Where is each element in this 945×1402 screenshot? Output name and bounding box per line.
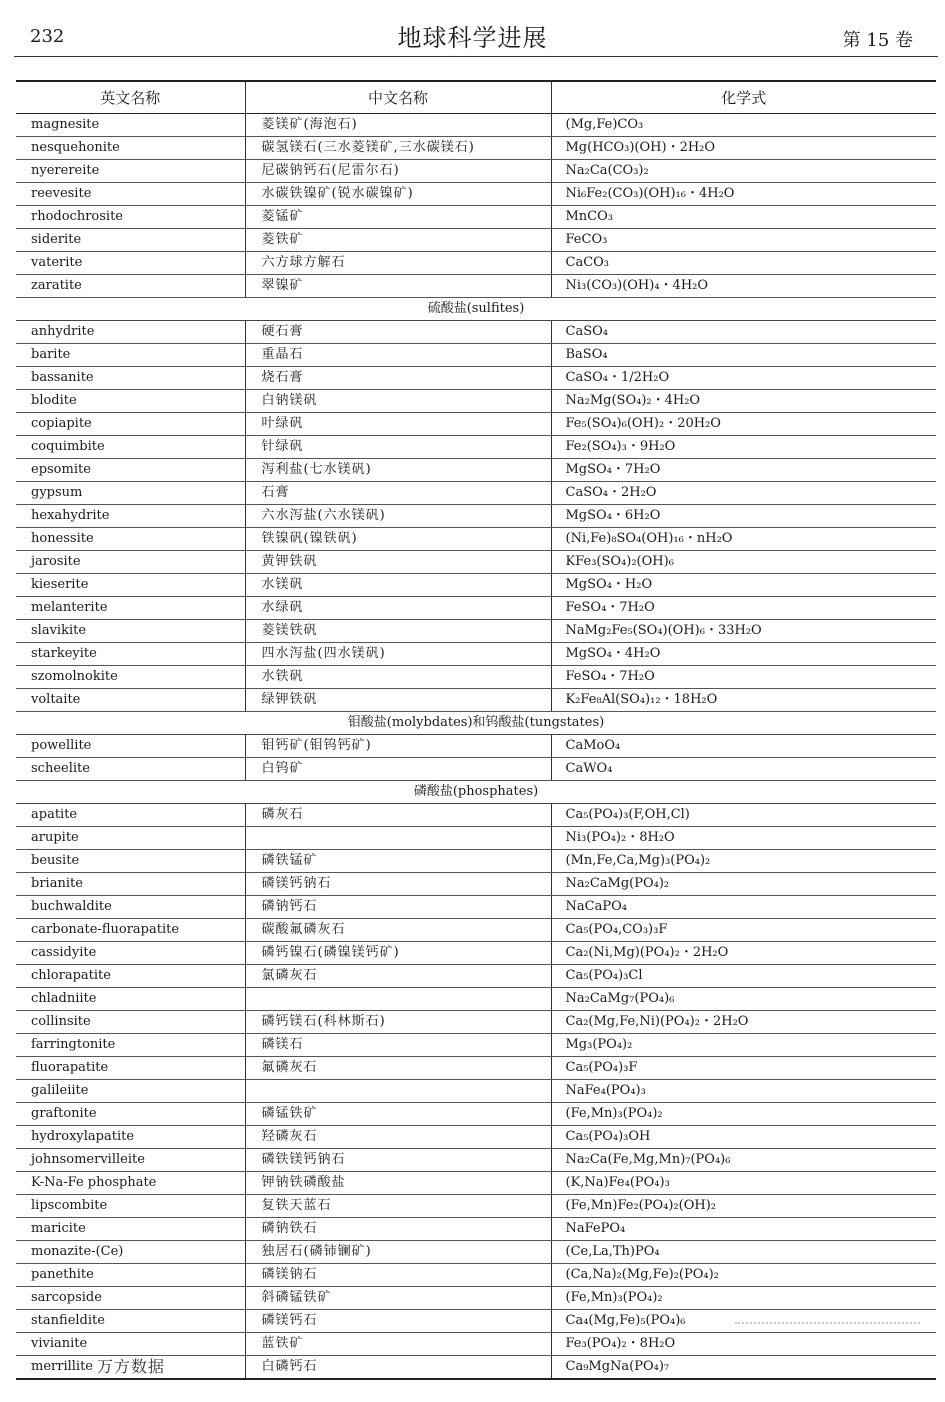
english-name-cell: barite	[16, 344, 245, 367]
chinese-name-cell: 氯磷灰石	[245, 965, 551, 988]
chinese-name-cell: 菱锰矿	[245, 206, 551, 229]
table-row	[16, 275, 936, 298]
table-row	[16, 574, 936, 597]
table-row	[16, 988, 936, 1011]
english-name-cell: vaterite	[16, 252, 245, 275]
column-header-chinese: 中文名称	[245, 81, 551, 114]
english-name-cell: apatite	[16, 804, 245, 827]
chinese-name-cell: 磷钙镍石(磷镍镁钙矿)	[245, 942, 551, 965]
table-row	[16, 321, 936, 344]
formula-cell: FeSO₄・7H₂O	[551, 597, 936, 620]
english-name-cell: honessite	[16, 528, 245, 551]
english-name-cell: vivianite	[16, 1333, 245, 1356]
chinese-name-cell: 磷钙镁石(科林斯石)	[245, 1011, 551, 1034]
header-rule	[14, 56, 938, 57]
table-row	[16, 1287, 936, 1310]
chinese-name-cell: 独居石(磷铈镧矿)	[245, 1241, 551, 1264]
chinese-name-cell: 磷钠铁石	[245, 1218, 551, 1241]
table-row	[16, 896, 936, 919]
formula-cell: (Fe,Mn)₃(PO₄)₂	[551, 1287, 936, 1310]
formula-cell: (Ce,La,Th)PO₄	[551, 1241, 936, 1264]
chinese-name-cell: 磷铁锰矿	[245, 850, 551, 873]
formula-cell: Ca₅(PO₄)₃F	[551, 1057, 936, 1080]
english-name-cell: sarcopside	[16, 1287, 245, 1310]
formula-cell: Ca₅(PO₄)₃OH	[551, 1126, 936, 1149]
formula-cell: MgSO₄・6H₂O	[551, 505, 936, 528]
english-name-cell: lipscombite	[16, 1195, 245, 1218]
english-name-cell: nesquehonite	[16, 137, 245, 160]
formula-cell: Ca₄(Mg,Fe)₅(PO₄)₆	[551, 1310, 936, 1333]
section-row	[16, 298, 936, 321]
chinese-name-cell: 水绿矾	[245, 597, 551, 620]
table-row	[16, 1241, 936, 1264]
chinese-name-cell: 水镁矾	[245, 574, 551, 597]
chinese-name-cell: 白钨矿	[245, 758, 551, 781]
english-name-cell: jarosite	[16, 551, 245, 574]
table-row	[16, 873, 936, 896]
table-row	[16, 1264, 936, 1287]
formula-cell: NaFe₄(PO₄)₃	[551, 1080, 936, 1103]
scan-artifact	[735, 1322, 920, 1334]
english-name-cell: stanfieldite	[16, 1310, 245, 1333]
table-row	[16, 367, 936, 390]
english-name-cell: chlorapatite	[16, 965, 245, 988]
table-row	[16, 528, 936, 551]
table-row	[16, 413, 936, 436]
chinese-name-cell: 铁镍矾(镍铁矾)	[245, 528, 551, 551]
english-name-cell: magnesite	[16, 114, 245, 137]
formula-cell: Na₂CaMg₇(PO₄)₆	[551, 988, 936, 1011]
formula-cell: MgSO₄・4H₂O	[551, 643, 936, 666]
formula-cell: (Fe,Mn)₃(PO₄)₂	[551, 1103, 936, 1126]
formula-cell: Na₂Ca(CO₃)₂	[551, 160, 936, 183]
table-row	[16, 827, 936, 850]
english-name-cell: bassanite	[16, 367, 245, 390]
english-name-cell: monazite-(Ce)	[16, 1241, 245, 1264]
english-name-cell: merrillite	[16, 1356, 245, 1380]
chinese-name-cell: 碳氢镁石(三水菱镁矿,三水碳镁石)	[245, 137, 551, 160]
section-title: 硫酸盐(sulfites)	[16, 298, 936, 321]
table-row	[16, 666, 936, 689]
chinese-name-cell: 磷锰铁矿	[245, 1103, 551, 1126]
english-name-cell: powellite	[16, 735, 245, 758]
chinese-name-cell: 泻利盐(七水镁矾)	[245, 459, 551, 482]
english-name-cell: carbonate-fluorapatite	[16, 919, 245, 942]
english-name-cell: collinsite	[16, 1011, 245, 1034]
table-row	[16, 942, 936, 965]
chinese-name-cell: 磷铁镁钙钠石	[245, 1149, 551, 1172]
formula-cell: (K,Na)Fe₄(PO₄)₃	[551, 1172, 936, 1195]
table-row	[16, 1057, 936, 1080]
chinese-name-cell: 磷镁石	[245, 1034, 551, 1057]
table-row	[16, 758, 936, 781]
chinese-name-cell	[245, 1080, 551, 1103]
formula-cell: NaFePO₄	[551, 1218, 936, 1241]
table-header-row	[16, 81, 936, 114]
table-body	[16, 114, 936, 1380]
chinese-name-cell: 烧石膏	[245, 367, 551, 390]
chinese-name-cell: 钼钙矿(钼钨钙矿)	[245, 735, 551, 758]
formula-cell: K₂Fe₈Al(SO₄)₁₂・18H₂O	[551, 689, 936, 712]
table-row	[16, 1011, 936, 1034]
table-row	[16, 137, 936, 160]
english-name-cell: gypsum	[16, 482, 245, 505]
english-name-cell: szomolnokite	[16, 666, 245, 689]
english-name-cell: coquimbite	[16, 436, 245, 459]
formula-cell: Ca₅(PO₄)₃Cl	[551, 965, 936, 988]
english-name-cell: voltaite	[16, 689, 245, 712]
formula-cell: MnCO₃	[551, 206, 936, 229]
table-row	[16, 114, 936, 137]
chinese-name-cell: 硬石膏	[245, 321, 551, 344]
chinese-name-cell: 磷镁钙石	[245, 1310, 551, 1333]
english-name-cell: scheelite	[16, 758, 245, 781]
formula-cell: CaWO₄	[551, 758, 936, 781]
english-name-cell: kieserite	[16, 574, 245, 597]
chinese-name-cell: 蓝铁矿	[245, 1333, 551, 1356]
chinese-name-cell: 针绿矾	[245, 436, 551, 459]
chinese-name-cell: 磷钠钙石	[245, 896, 551, 919]
chinese-name-cell: 翠镍矿	[245, 275, 551, 298]
table-row	[16, 1333, 936, 1356]
chinese-name-cell: 羟磷灰石	[245, 1126, 551, 1149]
table-row	[16, 1080, 936, 1103]
formula-cell: Ca₉MgNa(PO₄)₇	[551, 1356, 936, 1380]
english-name-cell: buchwaldite	[16, 896, 245, 919]
english-name-cell: rhodochrosite	[16, 206, 245, 229]
formula-cell: (Fe,Mn)Fe₂(PO₄)₂(OH)₂	[551, 1195, 936, 1218]
chinese-name-cell: 四水泻盐(四水镁矾)	[245, 643, 551, 666]
formula-cell: Na₂Ca(Fe,Mg,Mn)₇(PO₄)₆	[551, 1149, 936, 1172]
formula-cell: Fe₃(PO₄)₂・8H₂O	[551, 1333, 936, 1356]
table-row	[16, 850, 936, 873]
formula-cell: CaSO₄	[551, 321, 936, 344]
formula-cell: FeCO₃	[551, 229, 936, 252]
formula-cell: Mg₃(PO₄)₂	[551, 1034, 936, 1057]
formula-cell: BaSO₄	[551, 344, 936, 367]
section-title: 钼酸盐(molybdates)和钨酸盐(tungstates)	[16, 712, 936, 735]
table-row	[16, 1172, 936, 1195]
table-row	[16, 1218, 936, 1241]
page-header	[0, 0, 945, 56]
english-name-cell: cassidyite	[16, 942, 245, 965]
formula-cell: CaSO₄・2H₂O	[551, 482, 936, 505]
english-name-cell: galileiite	[16, 1080, 245, 1103]
formula-cell: (Mg,Fe)CO₃	[551, 114, 936, 137]
english-name-cell: slavikite	[16, 620, 245, 643]
formula-cell: KFe₃(SO₄)₂(OH)₆	[551, 551, 936, 574]
table-row	[16, 482, 936, 505]
chinese-name-cell: 磷灰石	[245, 804, 551, 827]
chinese-name-cell: 碳酸氟磷灰石	[245, 919, 551, 942]
english-name-cell: brianite	[16, 873, 245, 896]
english-name-cell: fluorapatite	[16, 1057, 245, 1080]
english-name-cell: melanterite	[16, 597, 245, 620]
table-row	[16, 505, 936, 528]
chinese-name-cell: 复铁天蓝石	[245, 1195, 551, 1218]
formula-cell: Ni₆Fe₂(CO₃)(OH)₁₆・4H₂O	[551, 183, 936, 206]
english-name-cell: blodite	[16, 390, 245, 413]
english-name-cell: zaratite	[16, 275, 245, 298]
formula-cell: Na₂Mg(SO₄)₂・4H₂O	[551, 390, 936, 413]
table-row	[16, 804, 936, 827]
chinese-name-cell: 黄钾铁矾	[245, 551, 551, 574]
chinese-name-cell: 白钠镁矾	[245, 390, 551, 413]
column-header-english: 英文名称	[16, 81, 245, 114]
formula-cell: Ca₅(PO₄,CO₃)₃F	[551, 919, 936, 942]
section-row	[16, 781, 936, 804]
chinese-name-cell: 磷镁钙钠石	[245, 873, 551, 896]
formula-cell: (Ca,Na)₂(Mg,Fe)₂(PO₄)₂	[551, 1264, 936, 1287]
formula-cell: (Ni,Fe)₈SO₄(OH)₁₆・nH₂O	[551, 528, 936, 551]
chinese-name-cell: 叶绿矾	[245, 413, 551, 436]
formula-cell: Mg(HCO₃)(OH)・2H₂O	[551, 137, 936, 160]
english-name-cell: siderite	[16, 229, 245, 252]
english-name-cell: chladniite	[16, 988, 245, 1011]
formula-cell: Ni₃(PO₄)₂・8H₂O	[551, 827, 936, 850]
table-row	[16, 597, 936, 620]
chinese-name-cell: 菱铁矿	[245, 229, 551, 252]
english-name-cell: hydroxylapatite	[16, 1126, 245, 1149]
formula-cell: MgSO₄・7H₂O	[551, 459, 936, 482]
volume-label: 第 15 卷	[842, 30, 913, 51]
english-name-cell: graftonite	[16, 1103, 245, 1126]
english-name-cell: reevesite	[16, 183, 245, 206]
chinese-name-cell: 水碳铁镍矿(锐水碳镍矿)	[245, 183, 551, 206]
english-name-cell: K-Na-Fe phosphate	[16, 1172, 245, 1195]
formula-cell: (Mn,Fe,Ca,Mg)₃(PO₄)₂	[551, 850, 936, 873]
table-row	[16, 1034, 936, 1057]
table-row	[16, 643, 936, 666]
chinese-name-cell: 斜磷锰铁矿	[245, 1287, 551, 1310]
formula-cell: Fe₅(SO₄)₆(OH)₂・20H₂O	[551, 413, 936, 436]
journal-title: 地球科学进展	[397, 24, 548, 52]
english-name-cell: nyerereite	[16, 160, 245, 183]
formula-cell: NaMg₂Fe₅(SO₄)(OH)₆・33H₂O	[551, 620, 936, 643]
table-row	[16, 459, 936, 482]
column-header-formula: 化学式	[551, 81, 936, 114]
formula-cell: CaMoO₄	[551, 735, 936, 758]
table-row	[16, 206, 936, 229]
chinese-name-cell: 尼碳钠钙石(尼雷尔石)	[245, 160, 551, 183]
chinese-name-cell: 菱镁矿(海泡石)	[245, 114, 551, 137]
english-name-cell: hexahydrite	[16, 505, 245, 528]
table-row	[16, 1126, 936, 1149]
table-row	[16, 620, 936, 643]
table-row	[16, 551, 936, 574]
english-name-cell: farringtonite	[16, 1034, 245, 1057]
formula-cell: Ca₂(Ni,Mg)(PO₄)₂・2H₂O	[551, 942, 936, 965]
chinese-name-cell	[245, 827, 551, 850]
table-row	[16, 436, 936, 459]
table-row	[16, 390, 936, 413]
formula-cell: CaSO₄・1/2H₂O	[551, 367, 936, 390]
table-row	[16, 160, 936, 183]
english-name-cell: maricite	[16, 1218, 245, 1241]
watermark: 万方数据	[97, 1357, 166, 1376]
english-name-cell: epsomite	[16, 459, 245, 482]
table-row	[16, 965, 936, 988]
table-row	[16, 252, 936, 275]
chinese-name-cell: 磷镁钠石	[245, 1264, 551, 1287]
table-row	[16, 689, 936, 712]
table-row	[16, 1149, 936, 1172]
chinese-name-cell	[245, 988, 551, 1011]
formula-cell: MgSO₄・H₂O	[551, 574, 936, 597]
english-name-cell: panethite	[16, 1264, 245, 1287]
chinese-name-cell: 钾钠铁磷酸盐	[245, 1172, 551, 1195]
table-row	[16, 1103, 936, 1126]
english-name-cell: beusite	[16, 850, 245, 873]
english-name-cell: anhydrite	[16, 321, 245, 344]
chinese-name-cell: 重晶石	[245, 344, 551, 367]
chinese-name-cell: 菱镁铁矾	[245, 620, 551, 643]
table-row	[16, 344, 936, 367]
chinese-name-cell: 石膏	[245, 482, 551, 505]
formula-cell: Ca₅(PO₄)₃(F,OH,Cl)	[551, 804, 936, 827]
formula-cell: NaCaPO₄	[551, 896, 936, 919]
formula-cell: Na₂CaMg(PO₄)₂	[551, 873, 936, 896]
chinese-name-cell: 白磷钙石	[245, 1356, 551, 1380]
english-name-cell: copiapite	[16, 413, 245, 436]
formula-cell: Fe₂(SO₄)₃・9H₂O	[551, 436, 936, 459]
page-number: 232	[30, 26, 65, 47]
english-name-cell: starkeyite	[16, 643, 245, 666]
chinese-name-cell: 六水泻盐(六水镁矾)	[245, 505, 551, 528]
section-row	[16, 712, 936, 735]
chinese-name-cell: 氟磷灰石	[245, 1057, 551, 1080]
english-name-cell: johnsomervilleite	[16, 1149, 245, 1172]
formula-cell: FeSO₄・7H₂O	[551, 666, 936, 689]
table-row	[16, 1195, 936, 1218]
mineral-table	[16, 80, 936, 1380]
section-title: 磷酸盐(phosphates)	[16, 781, 936, 804]
table-row	[16, 735, 936, 758]
chinese-name-cell: 六方球方解石	[245, 252, 551, 275]
formula-cell: Ca₂(Mg,Fe,Ni)(PO₄)₂・2H₂O	[551, 1011, 936, 1034]
table-row	[16, 229, 936, 252]
formula-cell: CaCO₃	[551, 252, 936, 275]
table-row	[16, 919, 936, 942]
chinese-name-cell: 水铁矾	[245, 666, 551, 689]
english-name-cell: arupite	[16, 827, 245, 850]
table-row	[16, 183, 936, 206]
formula-cell: Ni₃(CO₃)(OH)₄・4H₂O	[551, 275, 936, 298]
chinese-name-cell: 绿钾铁矾	[245, 689, 551, 712]
